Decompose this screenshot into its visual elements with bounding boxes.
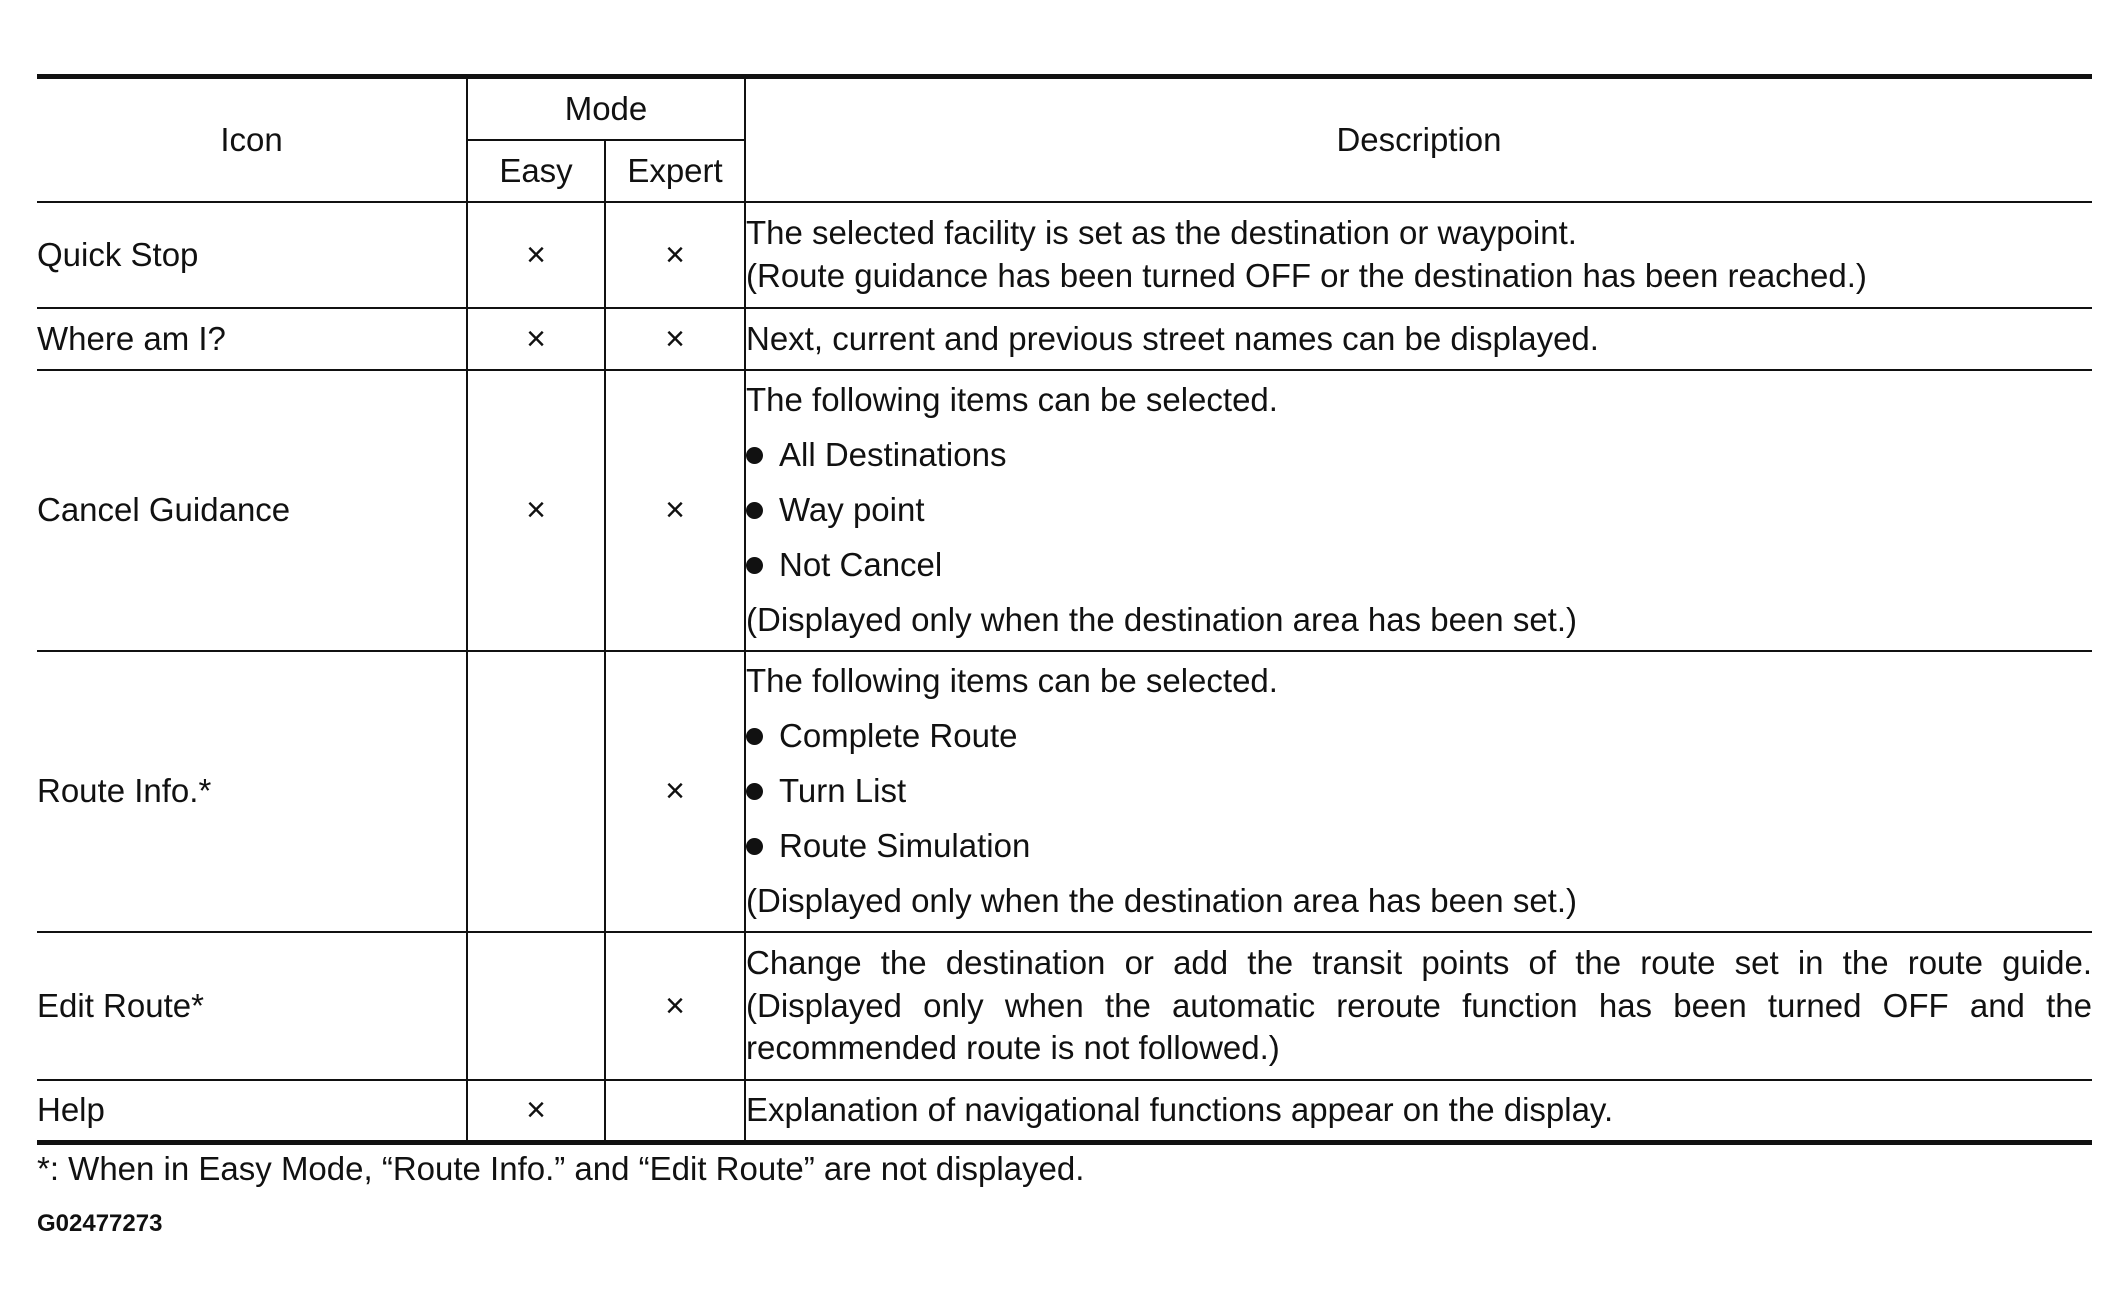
table-row — [37, 1080, 2092, 1142]
description-line: Explanation of navigational functions appear on the display. — [746, 1090, 1614, 1128]
row-description: Change the destination or add the transit points of the route set in the route guide. (Displayed only when the automatic reroute function has been turned OFF and the recommended route is not followed.) — [745, 932, 2092, 1080]
bullet-item — [746, 489, 2092, 532]
table-row — [37, 308, 2092, 370]
bullet-text: All Destinations — [779, 436, 1007, 474]
row-description — [745, 651, 2092, 932]
bullet-item — [746, 715, 2092, 758]
bullet-dot-icon — [746, 783, 763, 800]
table-row — [37, 932, 2092, 1080]
bullet-text: Not Cancel — [779, 545, 943, 583]
easy-mark: × — [467, 202, 605, 308]
bullet-item — [746, 434, 2092, 477]
bullet-text: Complete Route — [779, 717, 1018, 755]
row-description — [745, 202, 2092, 308]
navigation-menu-table — [37, 74, 2092, 1145]
easy-mark-empty — [467, 651, 605, 932]
row-icon-label: Quick Stop — [37, 202, 467, 308]
header-description: Description — [745, 77, 2092, 203]
row-icon-label: Route Info.* — [37, 651, 467, 932]
bullet-item — [746, 825, 2092, 868]
row-icon-label: Help — [37, 1080, 467, 1142]
bullet-text: Way point — [779, 491, 925, 529]
description-intro: The following items can be selected. — [746, 381, 1278, 419]
description-line: The selected facility is set as the destination or waypoint. — [746, 214, 1577, 252]
description-note: (Displayed only when the destination area has been set.) — [746, 881, 1578, 919]
bullet-dot-icon — [746, 728, 763, 745]
header-expert: Expert — [605, 140, 745, 202]
bullet-item — [746, 544, 2092, 587]
bullet-dot-icon — [746, 557, 763, 574]
expert-mark: × — [605, 370, 745, 651]
expert-mark: × — [605, 202, 745, 308]
bullet-text: Turn List — [779, 772, 907, 810]
figure-code: G02477273 — [37, 1210, 163, 1237]
navigation-menu-table-sheet — [37, 74, 2092, 1145]
bullet-text: Route Simulation — [779, 826, 1031, 864]
table-row — [37, 370, 2092, 651]
description-note: (Displayed only when the destination area has been set.) — [746, 600, 1578, 638]
header-easy: Easy — [467, 140, 605, 202]
expert-mark-empty — [605, 1080, 745, 1142]
bullet-item — [746, 770, 2092, 813]
row-icon-label: Cancel Guidance — [37, 370, 467, 651]
row-description — [745, 308, 2092, 370]
footnote: *: When in Easy Mode, “Route Info.” and “Edit Route” are not displayed. — [37, 1150, 1085, 1187]
row-icon-label: Where am I? — [37, 308, 467, 370]
easy-mark: × — [467, 1080, 605, 1142]
row-description — [745, 370, 2092, 651]
row-description — [745, 1080, 2092, 1142]
bullet-dot-icon — [746, 502, 763, 519]
header-icon: Icon — [37, 77, 467, 203]
easy-mark: × — [467, 308, 605, 370]
expert-mark: × — [605, 651, 745, 932]
table-row — [37, 651, 2092, 932]
expert-mark: × — [605, 308, 745, 370]
description-intro: The following items can be selected. — [746, 662, 1278, 700]
expert-mark: × — [605, 932, 745, 1080]
easy-mark-empty — [467, 932, 605, 1080]
bullet-dot-icon — [746, 447, 763, 464]
row-icon-label: Edit Route* — [37, 932, 467, 1080]
easy-mark: × — [467, 370, 605, 651]
description-line: (Route guidance has been turned OFF or the destination has been reached.) — [746, 257, 1867, 294]
description-line: Next, current and previous street names can be displayed. — [746, 319, 1599, 357]
bullet-dot-icon — [746, 838, 763, 855]
header-mode: Mode — [467, 77, 745, 141]
table-row — [37, 202, 2092, 308]
